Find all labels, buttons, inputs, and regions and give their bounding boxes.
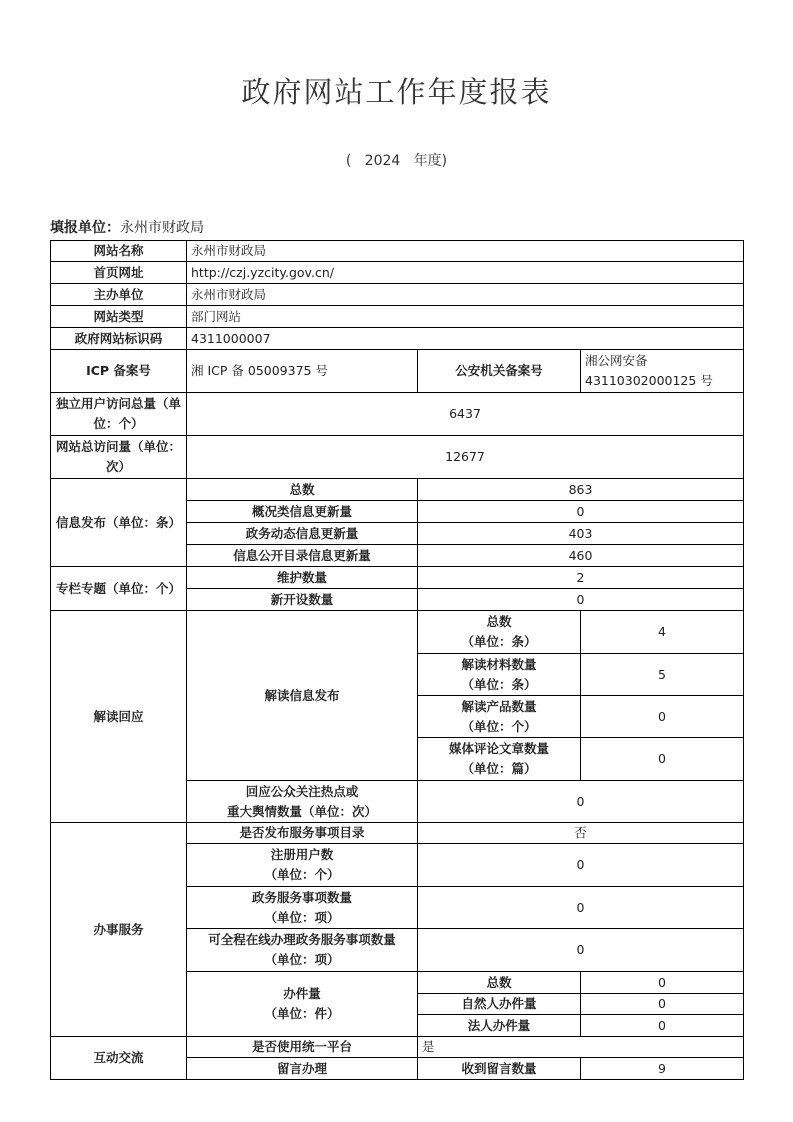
- interpret-label: 解读回应: [51, 611, 187, 823]
- service-online-value: 0: [418, 929, 744, 972]
- pv-label: 网站总访问量（单位：次）: [51, 436, 187, 479]
- cases-person-label: 自然人办件量: [418, 994, 581, 1015]
- interpret-product-name: 解读产品数量: [461, 698, 537, 714]
- site-type-label: 网站类型: [51, 306, 187, 328]
- response-label-line1: 回应公众关注热点或: [245, 783, 359, 799]
- uv-value: 6437: [187, 393, 744, 436]
- interpret-product-label: [418, 696, 581, 738]
- info-total-value: 863: [418, 479, 744, 501]
- site-name-label: 网站名称: [51, 241, 187, 262]
- cases-person-value: 0: [581, 994, 744, 1015]
- interpret-total-label: [418, 611, 581, 654]
- interpret-total-name: 总数: [486, 614, 512, 629]
- platform-value: 是: [418, 1037, 744, 1058]
- column-new-label: 新开设数量: [187, 589, 418, 611]
- response-label-line2: 重大舆情数量（单位：次）: [226, 803, 377, 819]
- site-name-value: 永州市财政局: [187, 241, 744, 262]
- pv-value: 12677: [187, 436, 744, 479]
- sponsor-value: 永州市财政局: [187, 284, 744, 306]
- interaction-label: 互动交流: [51, 1037, 187, 1080]
- service-online-unit: （单位：项）: [264, 952, 340, 967]
- column-label: 专栏专题（单位：个）: [51, 567, 187, 611]
- filler-label: 填报单位：: [50, 220, 120, 236]
- column-new-value: 0: [418, 589, 744, 611]
- interpret-total-unit: （单位：条）: [461, 634, 537, 649]
- info-total-label: 总数: [187, 479, 418, 501]
- service-items-value: 0: [418, 887, 744, 929]
- interpret-total-value: 4: [581, 611, 744, 654]
- response-value: 0: [418, 781, 744, 823]
- report-year: ( 2024 年度): [345, 153, 448, 169]
- info-label: 信息发布（单位：条）: [51, 479, 187, 567]
- icp-label: ICP 备案号: [51, 350, 187, 393]
- report-table: [50, 240, 744, 1080]
- home-url-value: http://czj.yzcity.gov.cn/: [187, 262, 744, 284]
- service-users-label: [187, 844, 418, 887]
- interpret-sub-label: 解读信息发布: [187, 611, 418, 781]
- interpret-product-unit: （单位：个）: [461, 718, 537, 734]
- service-users-unit: （单位：个）: [264, 867, 340, 882]
- service-users-value: 0: [418, 844, 744, 887]
- messages-sub-label: 收到留言数量: [418, 1058, 581, 1080]
- cases-total-label: 总数: [418, 972, 581, 994]
- response-label: [187, 781, 418, 823]
- site-id-label: 政府网站标识码: [51, 328, 187, 350]
- info-open-label: 信息公开目录信息更新量: [187, 545, 418, 567]
- filler-unit: [50, 217, 204, 237]
- service-items-unit: （单位：项）: [264, 909, 340, 925]
- uv-label: 独立用户访问总量（单位：个）: [51, 393, 187, 436]
- site-type-value: 部门网站: [187, 306, 744, 328]
- cases-legal-value: 0: [581, 1015, 744, 1037]
- info-open-value: 460: [418, 545, 744, 567]
- cases-total-value: 0: [581, 972, 744, 994]
- sponsor-label: 主办单位: [51, 284, 187, 306]
- info-overview-label: 概况类信息更新量: [187, 501, 418, 523]
- cases-unit: （单位：件）: [264, 1006, 340, 1021]
- service-online-name: 可全程在线办理政务服务事项数量: [208, 932, 396, 947]
- service-catalog-value: 否: [418, 823, 744, 844]
- column-maintain-label: 维护数量: [187, 567, 418, 589]
- home-url-label: 首页网址: [51, 262, 187, 284]
- cases-label: [187, 972, 418, 1037]
- service-online-label: [187, 929, 418, 972]
- service-items-label: [187, 887, 418, 929]
- interpret-media-value: 0: [581, 738, 744, 781]
- interpret-product-value: 0: [581, 696, 744, 738]
- service-catalog-label: 是否发布服务事项目录: [187, 823, 418, 844]
- report-title: 政府网站工作年度报表: [241, 75, 552, 109]
- interpret-material-name: 解读材料数量: [461, 656, 537, 672]
- cases-name: 办件量: [283, 986, 321, 1001]
- info-news-label: 政务动态信息更新量: [187, 523, 418, 545]
- service-items-name: 政务服务事项数量: [251, 889, 352, 905]
- cases-legal-label: 法人办件量: [418, 1015, 581, 1037]
- filler-value: 永州市财政局: [120, 220, 204, 236]
- messages-value: 9: [581, 1058, 744, 1080]
- interpret-media-unit: （单位：篇）: [461, 761, 537, 776]
- interpret-material-label: [418, 654, 581, 696]
- platform-label: 是否使用统一平台: [187, 1037, 418, 1058]
- service-users-name: 注册用户数: [270, 847, 334, 862]
- interpret-material-unit: （单位：条）: [461, 676, 537, 692]
- info-overview-value: 0: [418, 501, 744, 523]
- police-label: 公安机关备案号: [418, 350, 581, 393]
- interpret-media-label: [418, 738, 581, 781]
- interpret-material-value: 5: [581, 654, 744, 696]
- interpret-media-name: 媒体评论文章数量: [448, 741, 549, 756]
- icp-value: 湘 ICP 备 05009375 号: [187, 350, 418, 393]
- site-id-value: 4311000007: [187, 328, 744, 350]
- service-label: 办事服务: [51, 823, 187, 1037]
- info-news-value: 403: [418, 523, 744, 545]
- column-maintain-value: 2: [418, 567, 744, 589]
- messages-label: 留言办理: [187, 1058, 418, 1080]
- police-value: 湘公网安备 43110302000125 号: [581, 350, 744, 393]
